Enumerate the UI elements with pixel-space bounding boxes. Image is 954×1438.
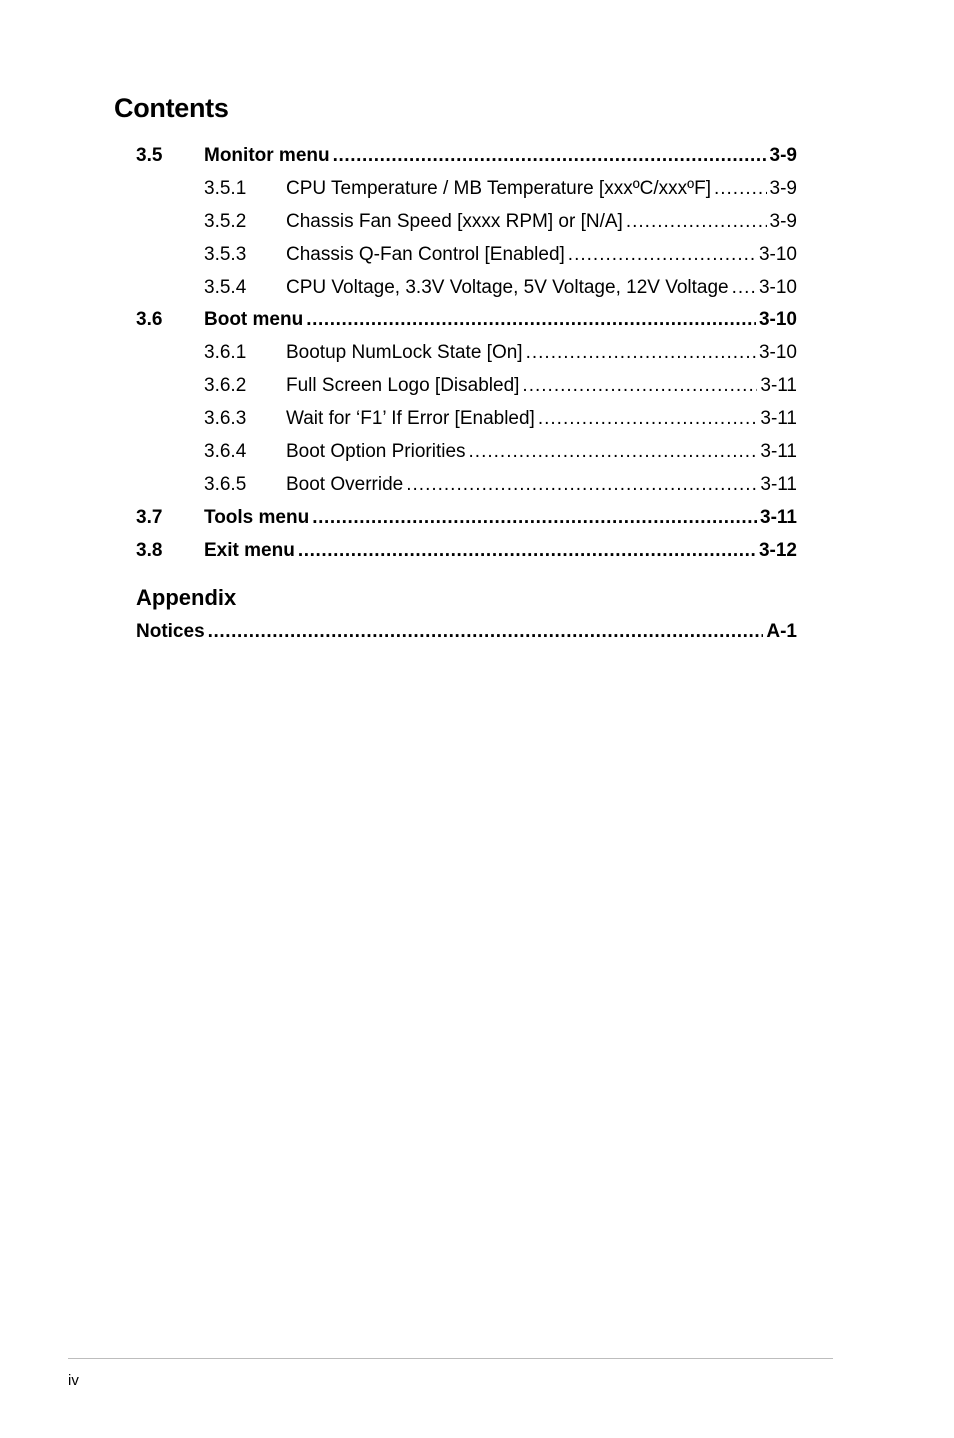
dot-leader [312,502,757,535]
toc-entry-notices[interactable] [136,616,797,649]
toc-entry-3-5[interactable] [136,140,797,173]
toc-entry-number: 3.5.1 [204,177,247,199]
dot-leader [469,436,758,469]
footer-divider [68,1358,833,1359]
dot-leader [333,140,767,173]
dot-leader [626,206,767,239]
footer-page-number: iv [68,1372,79,1389]
toc-entry-label: CPU Temperature / MB Temperature [xxxºC/xxxºF] [286,177,711,199]
toc-entry-page: 3-11 [760,408,797,430]
toc-entry-number: 3.6 [136,309,163,331]
toc-entry-number: 3.6.5 [204,473,247,495]
toc-entry-page: 3-10 [758,342,797,364]
toc-entry-label: Bootup NumLock State [On] [286,342,523,364]
toc-entry-3-8[interactable] [136,535,797,568]
toc-entry-number: 3.7 [136,506,163,528]
dot-leader [526,337,756,370]
dot-leader [714,173,767,206]
toc-entry-label: Tools menu [204,506,310,528]
toc-entry-label: Monitor menu [204,145,330,166]
toc-entry-label: Chassis Fan Speed [xxxx RPM] or [N/A] [286,210,623,232]
toc-entry-label: Wait for ‘F1’ If Error [Enabled] [286,408,535,430]
toc-entry-label: Full Screen Logo [Disabled] [286,375,520,397]
toc-entry-3-5-1[interactable] [136,173,797,206]
appendix-heading: Appendix [136,585,237,610]
toc-entry-number: 3.8 [136,539,163,561]
toc-entry-page: 3-9 [769,210,797,232]
dot-leader [298,535,756,568]
toc-entry-number: 3.6.3 [204,408,247,430]
toc-entry-page: 3-11 [760,506,797,528]
toc-entry-number: 3.5.2 [204,210,247,232]
toc-entry-page: A-1 [766,621,797,642]
toc-entry-3-5-2[interactable] [136,206,797,239]
dot-leader [208,616,764,649]
toc-entry-page: 3-9 [769,177,797,199]
dot-leader [732,272,756,305]
toc-entry-3-6-2[interactable] [136,370,797,403]
toc-entry-3-5-4[interactable] [136,272,797,305]
toc-entry-label: Boot Override [286,473,404,495]
toc-entry-number: 3.6.4 [204,441,247,463]
dot-leader [306,304,756,337]
toc-entry-page: 3-10 [758,276,797,298]
toc-entry-number: 3.6.2 [204,375,247,397]
appendix-notices-section [136,616,797,649]
toc-entry-label: Notices [136,621,205,642]
toc-entry-label: Chassis Q-Fan Control [Enabled] [286,243,565,265]
toc-entry-label: Boot menu [204,309,304,331]
toc-entry-3-6-3[interactable] [136,403,797,436]
toc-entry-page: 3-11 [760,375,797,397]
table-of-contents [136,140,797,568]
toc-entry-3-7[interactable] [136,502,797,535]
toc-entry-page: 3-11 [760,473,797,495]
toc-entry-number: 3.5.4 [204,276,247,298]
toc-entry-3-6-5[interactable] [136,469,797,502]
toc-entry-3-5-3[interactable] [136,239,797,272]
toc-entry-label: CPU Voltage, 3.3V Voltage, 5V Voltage, 12V Voltage [286,276,729,298]
dot-leader [538,403,758,436]
toc-entry-page: 3-9 [769,145,797,166]
page-title: Contents [114,93,229,123]
toc-entry-3-6-4[interactable] [136,436,797,469]
toc-entry-number: 3.5 [136,145,163,166]
dot-leader [568,239,756,272]
toc-entry-label: Boot Option Priorities [286,441,466,463]
toc-entry-page: 3-10 [758,309,797,331]
dot-leader [522,370,757,403]
toc-entry-number: 3.5.3 [204,243,247,265]
toc-entry-number: 3.6.1 [204,342,247,364]
dot-leader [406,469,757,502]
toc-entry-page: 3-12 [758,539,797,561]
toc-entry-page: 3-10 [758,243,797,265]
toc-entry-3-6-1[interactable] [136,337,797,370]
toc-entry-3-6[interactable] [136,304,797,337]
toc-entry-label: Exit menu [204,539,295,561]
toc-entry-page: 3-11 [760,441,797,463]
